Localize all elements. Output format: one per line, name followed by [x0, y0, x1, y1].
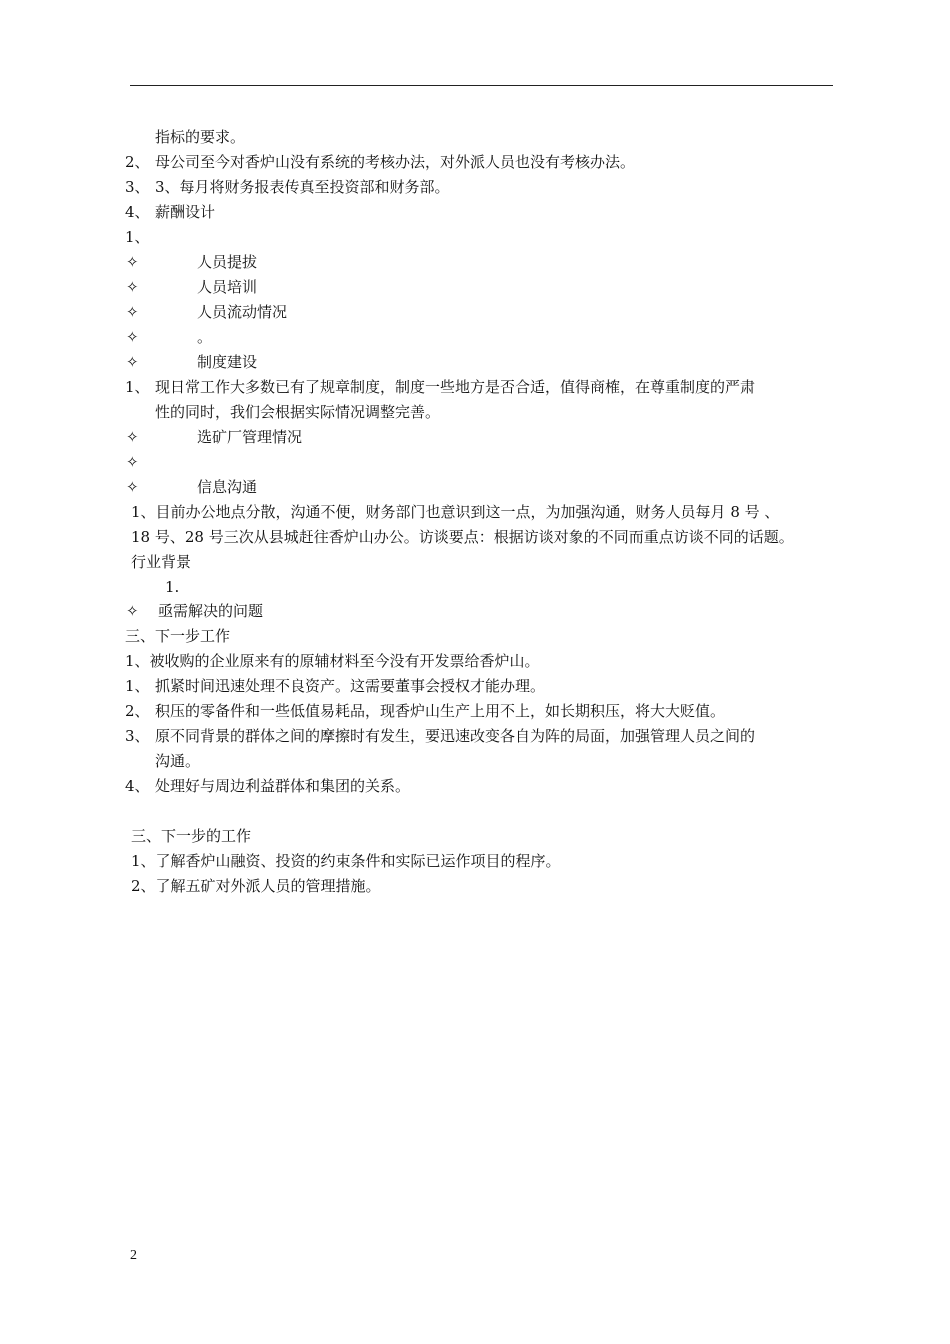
text-line: 性的同时，我们会根据实际情况调整完善。: [155, 403, 441, 421]
text-line: 。: [197, 328, 213, 346]
list-marker: 1、: [125, 677, 150, 695]
bullet-icon: ✧: [126, 303, 139, 321]
text-line: 选矿厂管理情况: [197, 428, 303, 446]
bullet-icon: ✧: [126, 602, 139, 620]
list-marker: 3、: [125, 178, 150, 196]
page-number: 2: [130, 1248, 137, 1263]
bullet-icon: ✧: [126, 453, 139, 471]
text-line: 1、被收购的企业原来有的原辅材料至今没有开发票给香炉山。: [125, 652, 540, 670]
text-line: 积压的零备件和一些低值易耗品，现香炉山生产上用不上，如长期积压，将大大贬值。: [155, 702, 726, 720]
text-line: 2、了解五矿对外派人员的管理措施。: [131, 877, 381, 895]
text-line: 行业背景: [131, 553, 192, 571]
list-marker: 1、: [125, 378, 150, 396]
text-line: 指标的要求。: [155, 128, 246, 146]
text-line: 人员流动情况: [197, 303, 288, 321]
bullet-icon: ✧: [126, 353, 139, 371]
text-line: 信息沟通: [197, 478, 258, 496]
text-line: 处理好与周边利益群体和集团的关系。: [155, 777, 411, 795]
text-line: 沟通。: [155, 752, 201, 770]
list-marker: 3、: [125, 727, 150, 745]
bullet-icon: ✧: [126, 428, 139, 446]
text-line: 现日常工作大多数已有了规章制度，制度一些地方是否合适，值得商榷，在尊重制度的严肃: [155, 378, 756, 396]
list-marker: 4、: [125, 203, 150, 221]
header-rule: [130, 85, 833, 86]
section-heading: 三、下一步的工作: [131, 827, 252, 845]
bullet-icon: ✧: [126, 328, 139, 346]
bullet-icon: ✧: [126, 253, 139, 271]
text-line: 人员提拔: [197, 253, 258, 271]
list-marker: 2、: [125, 153, 150, 171]
list-marker: 4、: [125, 777, 150, 795]
text-line: 抓紧时间迅速处理不良资产。这需要董事会授权才能办理。: [155, 677, 546, 695]
bullet-icon: ✧: [126, 478, 139, 496]
text-line: 3、每月将财务报表传真至投资部和财务部。: [155, 178, 450, 196]
bullet-icon: ✧: [126, 278, 139, 296]
text-line: 母公司至今对香炉山没有系统的考核办法，对外派人员也没有考核办法。: [155, 153, 636, 171]
text-line: 18 号、28 号三次从县城赶往香炉山办公。访谈要点：根据访谈对象的不同而重点访谈不同的话题。: [131, 528, 794, 546]
text-line: 原不同背景的群体之间的摩擦时有发生，要迅速改变各自为阵的局面，加强管理人员之间的: [155, 727, 756, 745]
text-line: 亟需解决的问题: [158, 602, 264, 620]
text-line: 1、目前办公地点分散，沟通不便，财务部门也意识到这一点，为加强沟通，财务人员每月 8 号 、: [131, 503, 780, 521]
list-marker: 1、: [125, 228, 150, 246]
list-marker: 1.: [165, 578, 180, 596]
list-marker: 2、: [125, 702, 150, 720]
text-line: 1、了解香炉山融资、投资的约束条件和实际已运作项目的程序。: [131, 852, 561, 870]
text-line: 制度建设: [197, 353, 258, 371]
section-heading: 三、下一步工作: [125, 627, 231, 645]
text-line: 人员培训: [197, 278, 258, 296]
text-line: 薪酬设计: [155, 203, 216, 221]
